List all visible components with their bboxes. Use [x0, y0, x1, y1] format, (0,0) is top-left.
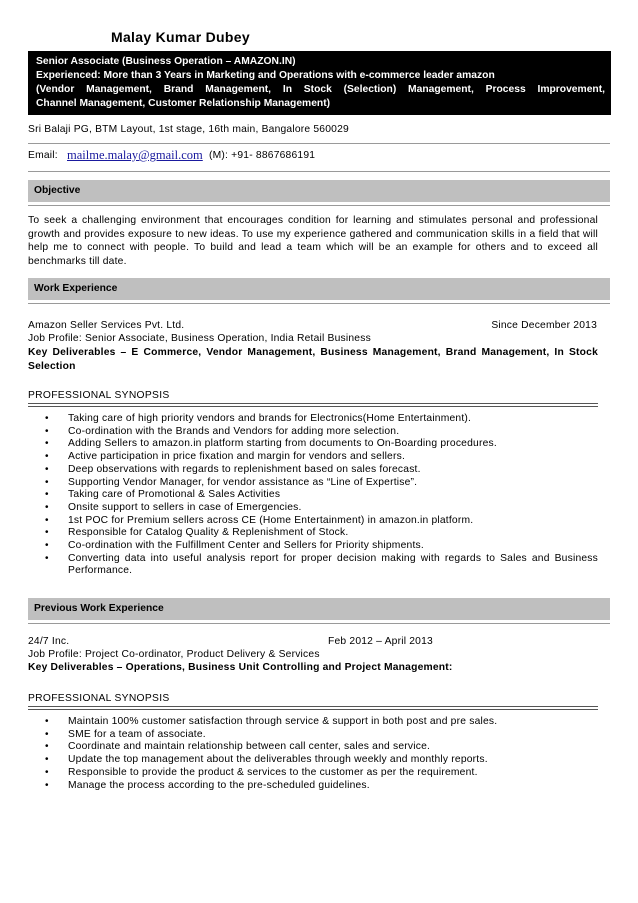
section-objective: Objective [28, 180, 610, 202]
divider [28, 205, 610, 206]
objective-text: To seek a challenging environment that encourages condition for learning and stimulates personal and professional growth and provides exposure to new ideas. To use my experience gathered and communication skills in a field that will help me to connect with people. To build and lead a team which will be an example for others and to exceed all benchmarks till date. [28, 215, 598, 267]
header-line-skills-cont: Channel Management, Customer Relationship Management) [36, 98, 331, 109]
summary-header-box [28, 51, 611, 115]
section-previous-work-experience: Previous Work Experience [28, 598, 610, 620]
phone-number: (M): +91- 8867686191 [209, 150, 316, 161]
list-item: • Maintain 100% customer satisfaction through service & support in both post and pre sales. [28, 716, 598, 729]
previous-profile: Job Profile: Project Co-ordinator, Product Delivery & Services [28, 649, 320, 660]
divider [28, 143, 610, 144]
divider [28, 709, 598, 710]
list-item: • Co-ordination with the Brands and Vendors for adding more selection. [28, 426, 598, 439]
list-item: • Taking care of high priority vendors and brands for Electronics(Home Entertainment). [28, 413, 598, 426]
list-item: • Manage the process according to the pre-scheduled guidelines. [28, 780, 598, 793]
list-item: • Supporting Vendor Manager, for vendor assistance as “Line of Expertise”. [28, 477, 598, 490]
list-item: • Adding Sellers to amazon.in platform starting from documents to On-Boarding procedures. [28, 438, 598, 451]
address: Sri Balaji PG, BTM Layout, 1st stage, 16th main, Bangalore 560029 [28, 124, 349, 135]
previous-period: Feb 2012 – April 2013 [328, 636, 433, 647]
previous-synopsis-label: PROFESSIONAL SYNOPSIS [28, 693, 170, 704]
email-link[interactable]: mailme.malay@gmail.com [67, 148, 203, 162]
divider [28, 171, 610, 172]
list-item: • Co-ordination with the Fulfillment Center and Sellers for Priority shipments. [28, 540, 598, 553]
work-profile: Job Profile: Senior Associate, Business Operation, India Retail Business [28, 333, 371, 344]
candidate-name: Malay Kumar Dubey [111, 29, 250, 45]
list-item: • Coordinate and maintain relationship between call center, sales and service. [28, 741, 598, 754]
header-line-experience: Experienced: More than 3 Years in Marketing and Operations with e-commerce leader amazon [36, 70, 495, 81]
list-item: • Active participation in price fixation and margin for vendors and sellers. [28, 451, 598, 464]
list-item: • Taking care of Promotional & Sales Activities [28, 489, 598, 502]
header-line-title: Senior Associate (Business Operation – AMAZON.IN) [36, 56, 296, 67]
list-item: • Deep observations with regards to replenishment based on sales forecast. [28, 464, 598, 477]
section-work-experience: Work Experience [28, 278, 610, 300]
list-item: • SME for a team of associate. [28, 729, 598, 742]
work-period: Since December 2013 [491, 320, 597, 331]
header-line-skills: (Vendor Management, Brand Management, In Stock (Selection) Management, Process Improvement, [36, 84, 605, 95]
previous-company: 24/7 Inc. [28, 636, 70, 647]
list-item: • Responsible for Catalog Quality & Replenishment of Stock. [28, 527, 598, 540]
divider [28, 403, 598, 404]
list-item: • Responsible to provide the product & services to the customer as per the requirement. [28, 767, 598, 780]
list-item: • Update the top management about the deliverables through weekly and monthly reports. [28, 754, 598, 767]
work-company: Amazon Seller Services Pvt. Ltd. [28, 320, 185, 331]
divider [28, 303, 610, 304]
divider [28, 623, 610, 624]
work-synopsis-list [28, 413, 598, 578]
email-label: Email: [28, 150, 58, 161]
list-item: • 1st POC for Premium sellers across CE (Home Entertainment) in amazon.in platform. [28, 515, 598, 528]
previous-synopsis-list [28, 716, 598, 792]
previous-deliverables: Key Deliverables – Operations, Business Unit Controlling and Project Management: [28, 662, 453, 673]
work-deliverables: Key Deliverables – E Commerce, Vendor Management, Business Management, Brand Management, In Stock Selection [28, 347, 598, 372]
list-item: • Converting data into useful analysis report for proper decision making with regards to Sales and Business Performance. [28, 553, 598, 578]
divider [28, 406, 598, 407]
divider [28, 706, 598, 707]
list-item: • Onsite support to sellers in case of Emergencies. [28, 502, 598, 515]
work-synopsis-label: PROFESSIONAL SYNOPSIS [28, 390, 170, 401]
